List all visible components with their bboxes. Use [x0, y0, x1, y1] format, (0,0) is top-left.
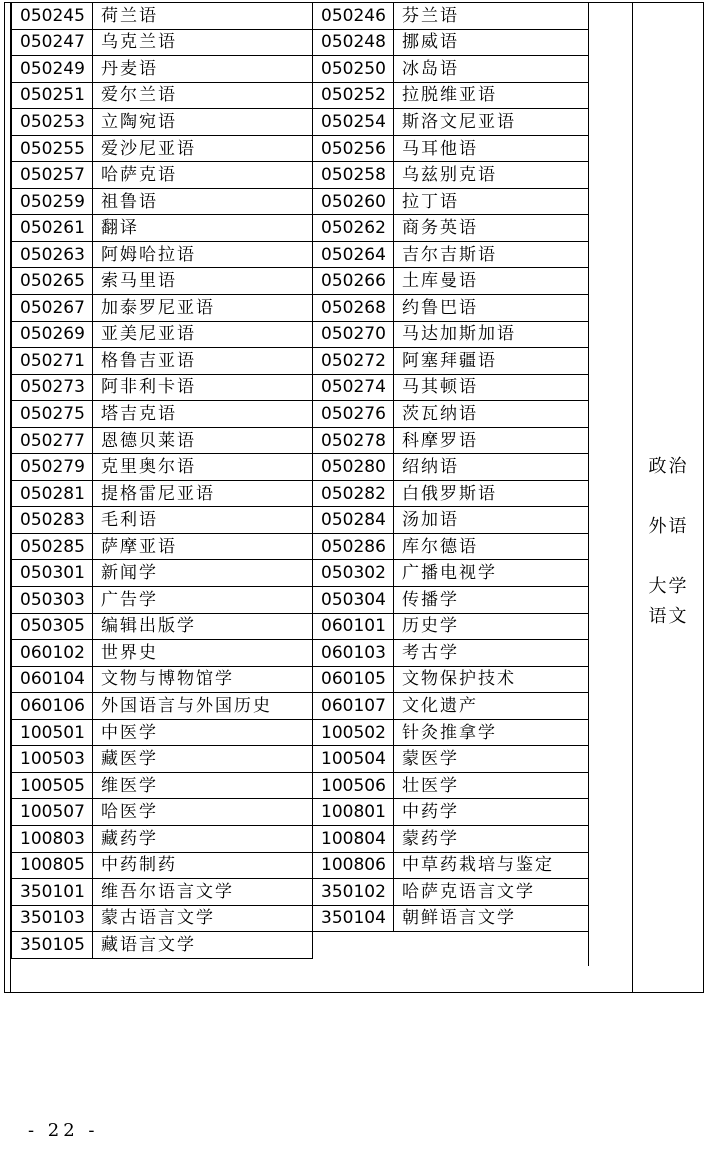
major-name: 中医学 [93, 719, 313, 746]
major-name: 中药制药 [93, 852, 313, 879]
table-row [12, 746, 589, 773]
table-row [12, 268, 589, 295]
major-name: 新闻学 [93, 560, 313, 587]
table-row [12, 693, 589, 720]
major-name: 文物保护技术 [394, 666, 589, 693]
table-row [12, 825, 589, 852]
major-name: 世界史 [93, 640, 313, 667]
table-row [12, 799, 589, 826]
major-code: 050245 [12, 3, 93, 30]
subject-foreign-language: 外语 [648, 516, 689, 537]
major-name: 克里奥尔语 [93, 454, 313, 481]
table-row [12, 852, 589, 879]
major-code: 050266 [313, 268, 394, 295]
major-name: 拉丁语 [394, 188, 589, 215]
table-row [12, 640, 589, 667]
major-name: 蒙古语言文学 [93, 905, 313, 932]
major-name: 哈医学 [93, 799, 313, 826]
table-row [12, 82, 589, 109]
major-code: 060103 [313, 640, 394, 667]
major-code: 050260 [313, 188, 394, 215]
table-row [12, 454, 589, 481]
major-name: 冰岛语 [394, 56, 589, 83]
major-code: 050250 [313, 56, 394, 83]
table-row [12, 3, 589, 30]
major-name: 提格雷尼亚语 [93, 480, 313, 507]
major-code: 100806 [313, 852, 394, 879]
major-name: 中草药栽培与鉴定 [394, 852, 589, 879]
table-row [12, 507, 589, 534]
major-code: 050265 [12, 268, 93, 295]
major-name: 茨瓦纳语 [394, 401, 589, 428]
major-name: 传播学 [394, 587, 589, 614]
major-code: 050301 [12, 560, 93, 587]
major-code: 350104 [313, 905, 394, 932]
major-name: 毛利语 [93, 507, 313, 534]
major-name: 中药学 [394, 799, 589, 826]
major-code: 050254 [313, 109, 394, 136]
table-row [12, 215, 589, 242]
major-code: 050271 [12, 348, 93, 375]
major-code: 050252 [313, 82, 394, 109]
major-name: 蒙医学 [394, 746, 589, 773]
major-code: 050264 [313, 241, 394, 268]
exam-subjects [633, 455, 704, 629]
major-code: 350103 [12, 905, 93, 932]
major-code: 050253 [12, 109, 93, 136]
table-row [12, 587, 589, 614]
major-name: 萨摩亚语 [93, 533, 313, 560]
major-name: 索马里语 [93, 268, 313, 295]
major-code: 050303 [12, 587, 93, 614]
major-name: 马耳他语 [394, 135, 589, 162]
major-name: 爱沙尼亚语 [93, 135, 313, 162]
major-code: 050278 [313, 427, 394, 454]
table-row [12, 109, 589, 136]
major-name: 哈萨克语 [93, 162, 313, 189]
major-name: 蒙药学 [394, 825, 589, 852]
major-code: 050281 [12, 480, 93, 507]
major-code: 050268 [313, 295, 394, 322]
major-code: 100501 [12, 719, 93, 746]
major-code: 100506 [313, 772, 394, 799]
subject-college-2: 语文 [648, 606, 689, 627]
major-code: 050269 [12, 321, 93, 348]
major-name: 斯洛文尼亚语 [394, 109, 589, 136]
major-code: 060101 [313, 613, 394, 640]
table-row [12, 427, 589, 454]
major-name: 翻译 [93, 215, 313, 242]
major-name: 恩德贝莱语 [93, 427, 313, 454]
major-name: 拉脱维亚语 [394, 82, 589, 109]
subject-politics: 政治 [648, 456, 689, 477]
major-code: 050247 [12, 29, 93, 56]
major-code: 050270 [313, 321, 394, 348]
major-name: 藏药学 [93, 825, 313, 852]
table-row [12, 348, 589, 375]
major-name: 爱尔兰语 [93, 82, 313, 109]
table-row [12, 188, 589, 215]
major-name: 哈萨克语言文学 [394, 879, 589, 906]
table-row [12, 666, 589, 693]
major-name: 科摩罗语 [394, 427, 589, 454]
major-code: 050282 [313, 480, 394, 507]
major-name: 塔吉克语 [93, 401, 313, 428]
major-name: 加泰罗尼亚语 [93, 295, 313, 322]
major-code: 050267 [12, 295, 93, 322]
major-code: 050255 [12, 135, 93, 162]
table-row [12, 162, 589, 189]
major-name: 广播电视学 [394, 560, 589, 587]
table-row [12, 241, 589, 268]
major-code: 350102 [313, 879, 394, 906]
major-name: 文物与博物馆学 [93, 666, 313, 693]
major-name: 马其顿语 [394, 374, 589, 401]
major-code: 100504 [313, 746, 394, 773]
major-code: 100805 [12, 852, 93, 879]
major-name: 芬兰语 [394, 3, 589, 30]
subject-college-1: 大学 [648, 576, 689, 597]
major-code: 050272 [313, 348, 394, 375]
majors-table [11, 2, 589, 959]
major-name: 壮医学 [394, 772, 589, 799]
major-name: 立陶宛语 [93, 109, 313, 136]
major-name: 针灸推拿学 [394, 719, 589, 746]
major-name: 马达加斯加语 [394, 321, 589, 348]
table-row [12, 772, 589, 799]
major-name: 商务英语 [394, 215, 589, 242]
table-row [12, 719, 589, 746]
major-code: 060102 [12, 640, 93, 667]
major-code: 100801 [313, 799, 394, 826]
empty-cell [394, 932, 589, 959]
major-code: 100503 [12, 746, 93, 773]
major-name: 格鲁吉亚语 [93, 348, 313, 375]
major-code: 050249 [12, 56, 93, 83]
major-code: 100502 [313, 719, 394, 746]
major-name: 广告学 [93, 587, 313, 614]
table-row [12, 56, 589, 83]
major-name: 约鲁巴语 [394, 295, 589, 322]
table-row [12, 295, 589, 322]
major-code: 060105 [313, 666, 394, 693]
table-row [12, 905, 589, 932]
major-name: 藏语言文学 [93, 932, 313, 959]
major-code: 050285 [12, 533, 93, 560]
major-code: 050286 [313, 533, 394, 560]
major-code: 060106 [12, 693, 93, 720]
major-code: 050262 [313, 215, 394, 242]
page-number: - 22 - [28, 1120, 99, 1141]
major-name: 乌兹别克语 [394, 162, 589, 189]
empty-cell [313, 932, 394, 959]
table-row [12, 879, 589, 906]
major-name: 藏医学 [93, 746, 313, 773]
major-code: 050248 [313, 29, 394, 56]
major-name: 土库曼语 [394, 268, 589, 295]
major-code: 050259 [12, 188, 93, 215]
major-name: 汤加语 [394, 507, 589, 534]
major-name: 编辑出版学 [93, 613, 313, 640]
major-code: 060104 [12, 666, 93, 693]
table-row [12, 533, 589, 560]
major-code: 050304 [313, 587, 394, 614]
major-code: 050276 [313, 401, 394, 428]
major-name: 白俄罗斯语 [394, 480, 589, 507]
major-code: 100804 [313, 825, 394, 852]
major-code: 050302 [313, 560, 394, 587]
major-name: 维吾尔语言文学 [93, 879, 313, 906]
table-row [12, 135, 589, 162]
table-row [12, 480, 589, 507]
major-code: 100803 [12, 825, 93, 852]
major-name: 祖鲁语 [93, 188, 313, 215]
major-name: 阿非利卡语 [93, 374, 313, 401]
major-code: 050275 [12, 401, 93, 428]
major-code: 050258 [313, 162, 394, 189]
major-code: 050261 [12, 215, 93, 242]
major-code: 050280 [313, 454, 394, 481]
major-name: 外国语言与外国历史 [93, 693, 313, 720]
major-name: 亚美尼亚语 [93, 321, 313, 348]
major-name: 历史学 [394, 613, 589, 640]
major-name: 阿姆哈拉语 [93, 241, 313, 268]
major-code: 050283 [12, 507, 93, 534]
major-code: 050273 [12, 374, 93, 401]
major-code: 050246 [313, 3, 394, 30]
major-code: 050256 [313, 135, 394, 162]
table-row [12, 560, 589, 587]
table-row [12, 613, 589, 640]
major-code: 100505 [12, 772, 93, 799]
major-code: 050274 [313, 374, 394, 401]
major-name: 挪威语 [394, 29, 589, 56]
major-name: 阿塞拜疆语 [394, 348, 589, 375]
major-name: 丹麦语 [93, 56, 313, 83]
table-row [12, 29, 589, 56]
table-row [12, 932, 589, 959]
major-name: 朝鲜语言文学 [394, 905, 589, 932]
table-row [12, 321, 589, 348]
major-code: 060107 [313, 693, 394, 720]
major-name: 考古学 [394, 640, 589, 667]
major-code: 050257 [12, 162, 93, 189]
major-code: 050284 [313, 507, 394, 534]
major-name: 吉尔吉斯语 [394, 241, 589, 268]
major-code: 350101 [12, 879, 93, 906]
major-code: 050305 [12, 613, 93, 640]
major-code: 050263 [12, 241, 93, 268]
table-row [12, 374, 589, 401]
major-code: 100507 [12, 799, 93, 826]
major-name: 维医学 [93, 772, 313, 799]
major-name: 荷兰语 [93, 3, 313, 30]
major-name: 库尔德语 [394, 533, 589, 560]
major-code: 350105 [12, 932, 93, 959]
major-code: 050279 [12, 454, 93, 481]
major-code: 050251 [12, 82, 93, 109]
major-name: 乌克兰语 [93, 29, 313, 56]
major-name: 文化遗产 [394, 693, 589, 720]
table-row [12, 401, 589, 428]
major-code: 050277 [12, 427, 93, 454]
major-name: 绍纳语 [394, 454, 589, 481]
